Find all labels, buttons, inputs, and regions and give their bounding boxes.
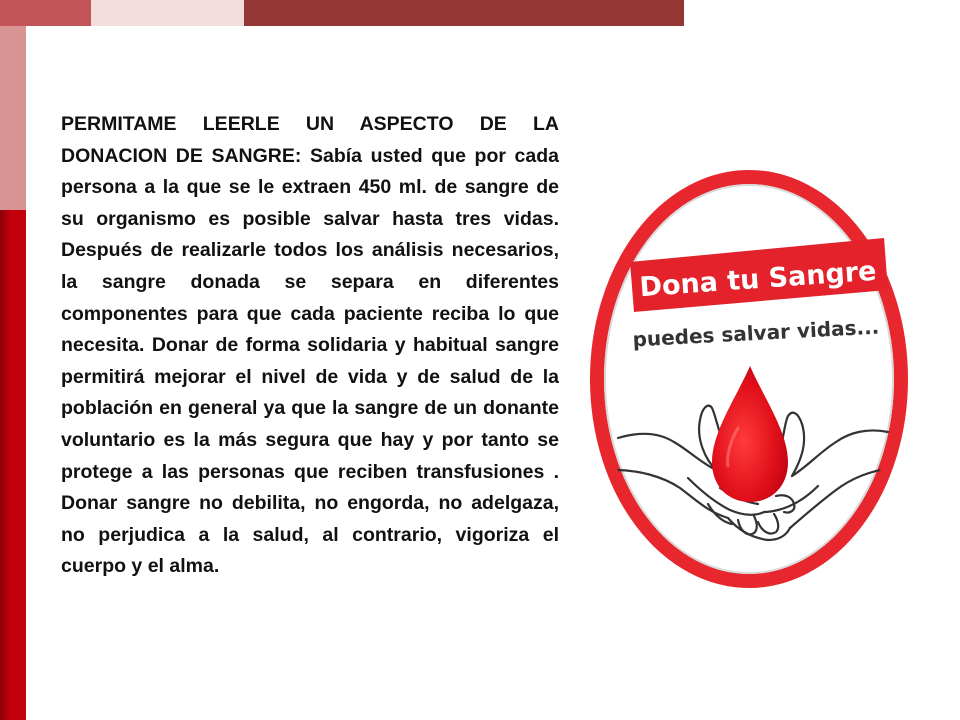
top-accent-bar-pink <box>91 0 244 26</box>
left-accent-bar-light <box>0 26 26 210</box>
top-accent-bar-rose <box>0 0 91 26</box>
left-accent-bar-red <box>0 210 26 720</box>
slide-body-text: PERMITAME LEERLE UN ASPECTO DE LA DONACION DE SANGRE: Sabía usted que por cada persona a la que se le extraen 450 ml. de sangre de su organismo es posible salvar hasta tres vidas. Después de realizarle todos los análisis necesarios, la sangre donada se separa en diferentes componentes para que cada paciente reciba lo que necesita. Donar de forma solidaria y habitual sangre permitirá mejorar el nivel de vida y de salud de la población en general ya que la sangre de un donante voluntario es la más segura que hay y por tanto se protege a las personas que reciben transfusiones . Donar sangre no debilita, no engorda, no adelgaza, no perjudica a la salud, al contrario, vigoriza el cuerpo y el alma. <box>61 113 559 578</box>
donate-blood-badge <box>588 170 908 588</box>
top-accent-bar-maroon <box>244 0 684 26</box>
badge-tagline: puedes salvar vidas... <box>631 314 880 352</box>
badge-headline: Dona tu Sangre <box>638 255 878 304</box>
